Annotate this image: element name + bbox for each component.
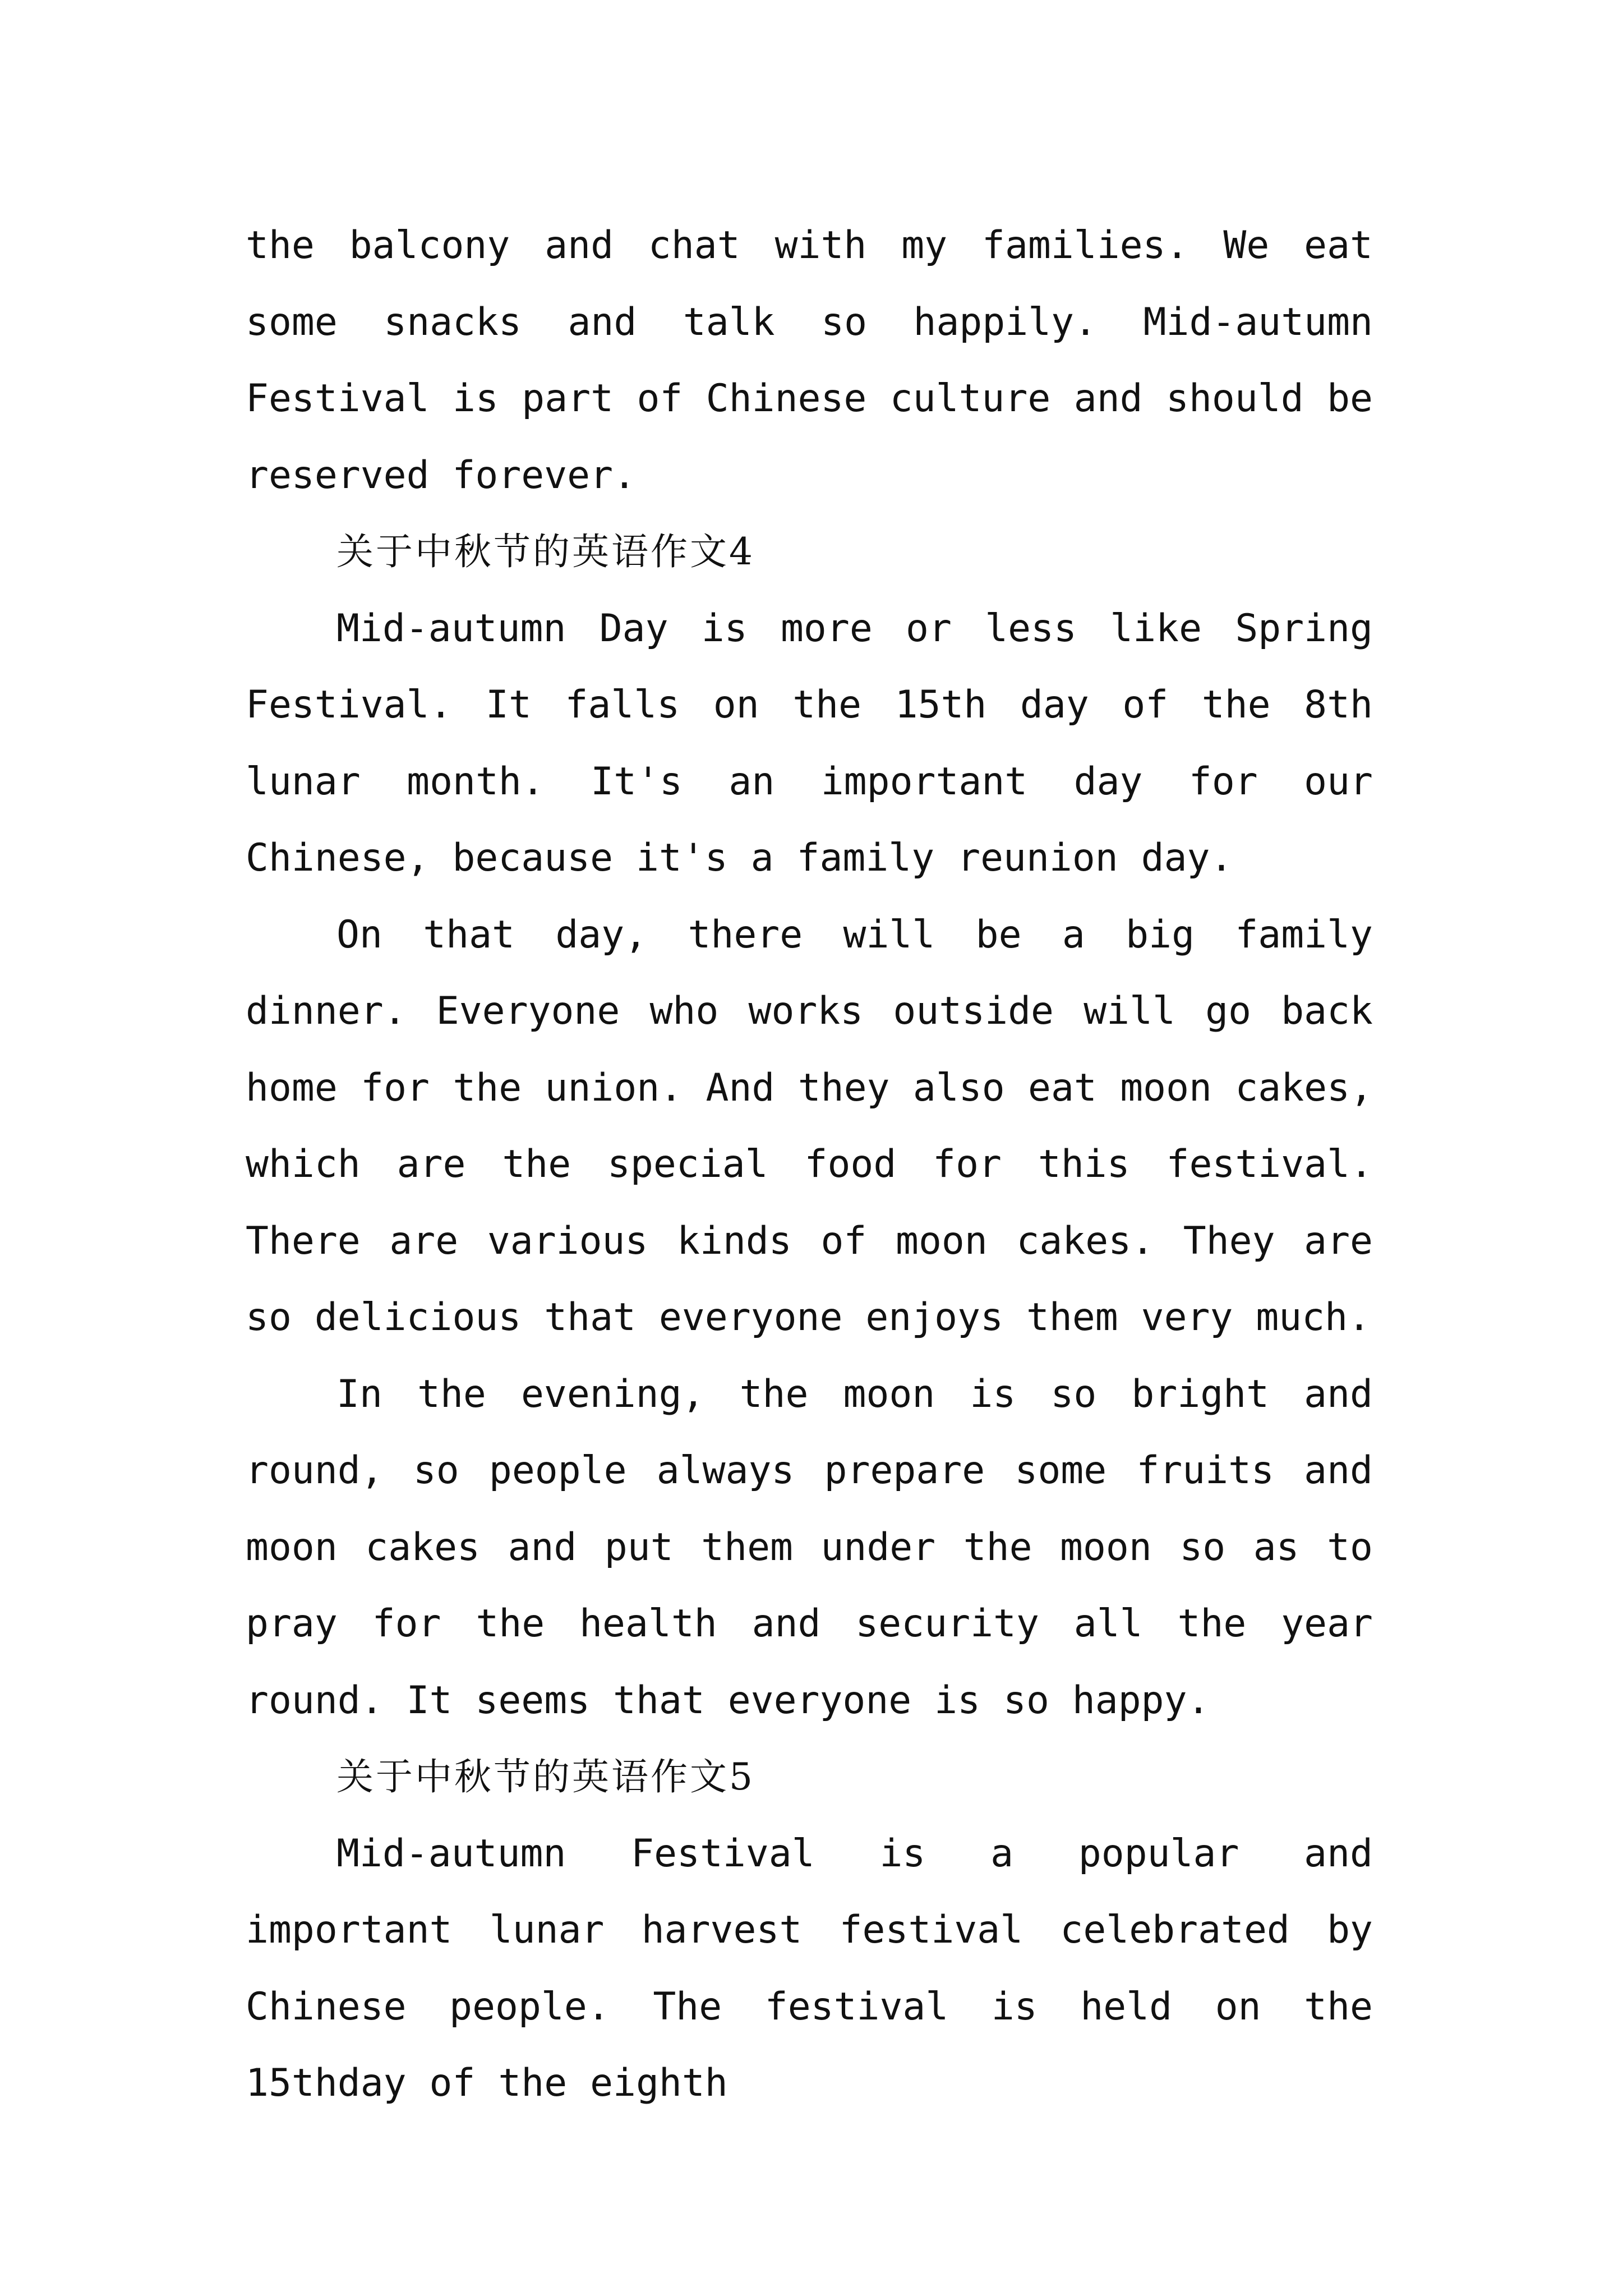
essay-heading-5: 关于中秋节的英语作文5	[336, 1755, 755, 1798]
document-body	[246, 208, 1373, 2122]
paragraph-family-dinner: On that day, there will be a big family dinner. Everyone who works outside will go back home for the union. And they also eat moon cakes, which are the special food for this festival. There are various kinds of moon cakes. They are so delicious that everyone enjoys them very much.	[246, 912, 1373, 1340]
paragraph-mid-autumn-day: Mid-autumn Day is more or less like Spring Festival. It falls on the 15th day of the 8th lunar month. It's an important day for our Chinese, because it's a family reunion day.	[246, 606, 1373, 880]
essay-heading-4: 关于中秋节的英语作文4	[336, 530, 755, 573]
paragraph-evening-moon: In the evening, the moon is so bright and round, so people always prepare some fruits and moon cakes and put them under the moon so as to pray for the health and security all the year round. It seems that everyone is so happy.	[246, 1372, 1373, 1723]
paragraph-balcony: the balcony and chat with my families. We eat some snacks and talk so happily. Mid-autumn Festival is part of Chinese culture and should be reserved forever.	[246, 223, 1373, 498]
paragraph-harvest-festival: Mid-autumn Festival is a popular and important lunar harvest festival celebrated by Chinese people. The festival is held on the 15thday of the eighth	[246, 1831, 1373, 2105]
